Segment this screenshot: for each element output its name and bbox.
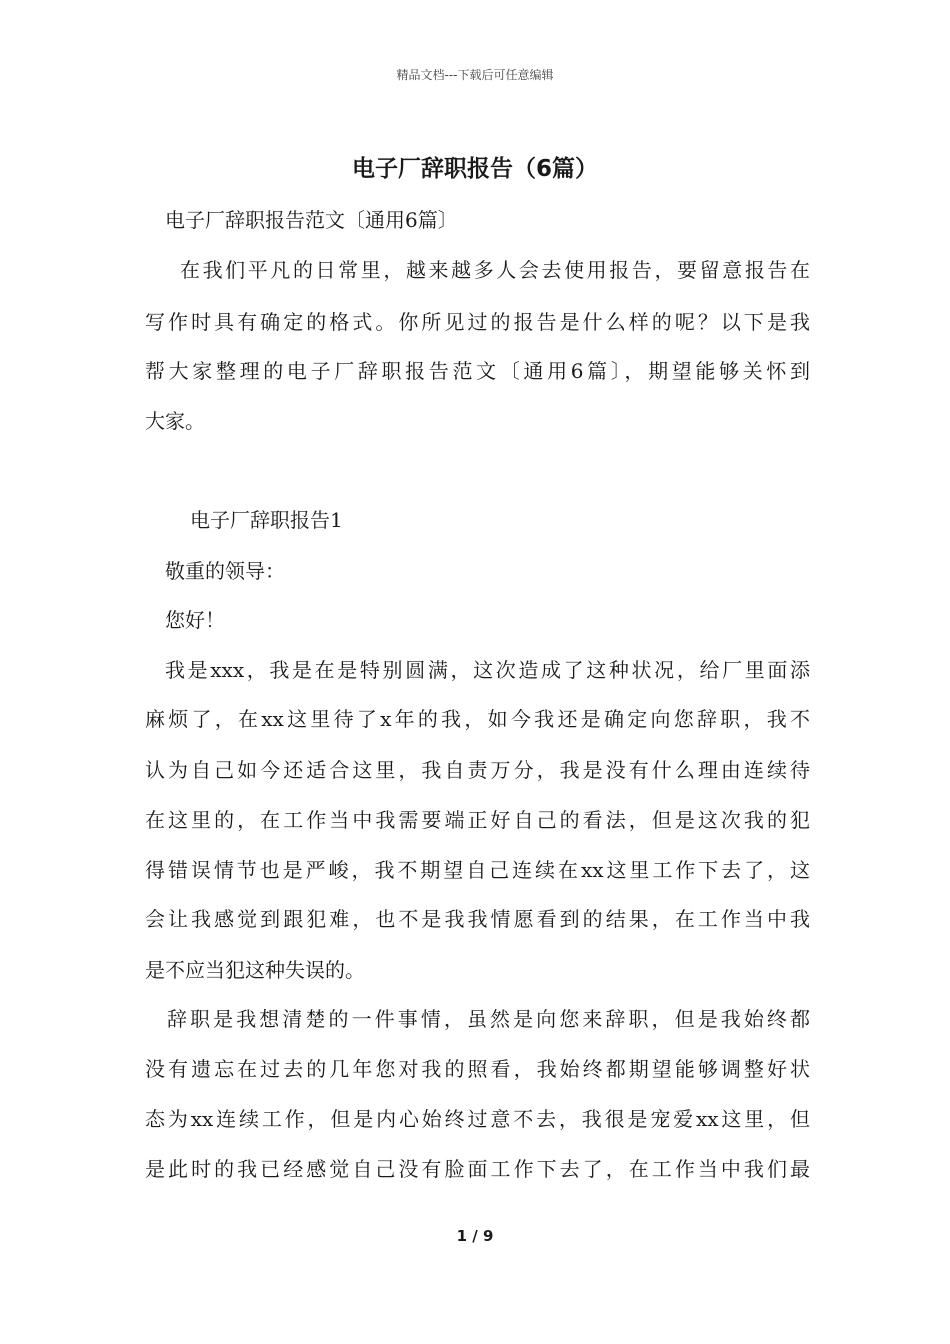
paragraph-line: 是此时的我已经感觉自己没有脸面工作下去了，在工作当中我们最 bbox=[145, 1157, 810, 1181]
paragraph-line: 在我们平凡的日常里，越来越多人会去使用报告，要留意报告在 bbox=[180, 258, 810, 282]
salutation: 敬重的领导： bbox=[165, 559, 285, 583]
paragraph-line: 写作时具有确定的格式。你所见过的报告是什么样的呢？以下是我 bbox=[145, 310, 810, 334]
greeting: 您好！ bbox=[165, 608, 225, 632]
document-title: 电子厂辞职报告（6篇） bbox=[351, 156, 598, 182]
paragraph-line: 帮大家整理的电子厂辞职报告范文〔通用6篇〕，期望能够关怀到 bbox=[145, 359, 810, 383]
section-heading: 电子厂辞职报告1 bbox=[190, 508, 343, 532]
paragraph-line: 我是xxx，我是在是特别圆满，这次造成了这种状况，给厂里面添 bbox=[165, 658, 810, 682]
paragraph-line: 麻烦了，在xx这里待了x年的我，如今我还是确定向您辞职，我不 bbox=[145, 707, 810, 731]
paragraph-line: 在这里的，在工作当中我需要端正好自己的看法，但是这次我的犯 bbox=[145, 808, 810, 832]
paragraph-line: 会让我感觉到跟犯难，也不是我我情愿看到的结果，在工作当中我 bbox=[145, 907, 810, 931]
paragraph-line: 是不应当犯这种失误的。 bbox=[145, 958, 365, 982]
paragraph-line: 得错误情节也是严峻，我不期望自己连续在xx这里工作下去了，这 bbox=[145, 858, 810, 882]
page-header: 精品文档---下载后可任意编辑 bbox=[396, 68, 554, 82]
paragraph-line: 态为xx连续工作，但是内心始终过意不去，我很是宠爱xx这里，但 bbox=[145, 1107, 810, 1131]
paragraph-line: 辞职是我想清楚的一件事情，虽然是向您来辞职，但是我始终都 bbox=[167, 1007, 810, 1031]
paragraph-line: 没有遗忘在过去的几年您对我的照看，我始终都期望能够调整好状 bbox=[145, 1057, 810, 1081]
paragraph-line: 认为自己如今还适合这里，我自责万分，我是没有什么理由连续待 bbox=[145, 758, 810, 782]
subtitle-line: 电子厂辞职报告范文〔通用6篇〕 bbox=[165, 208, 458, 232]
page-number: 1 / 9 bbox=[456, 1227, 494, 1245]
paragraph-line: 大家。 bbox=[145, 409, 205, 433]
